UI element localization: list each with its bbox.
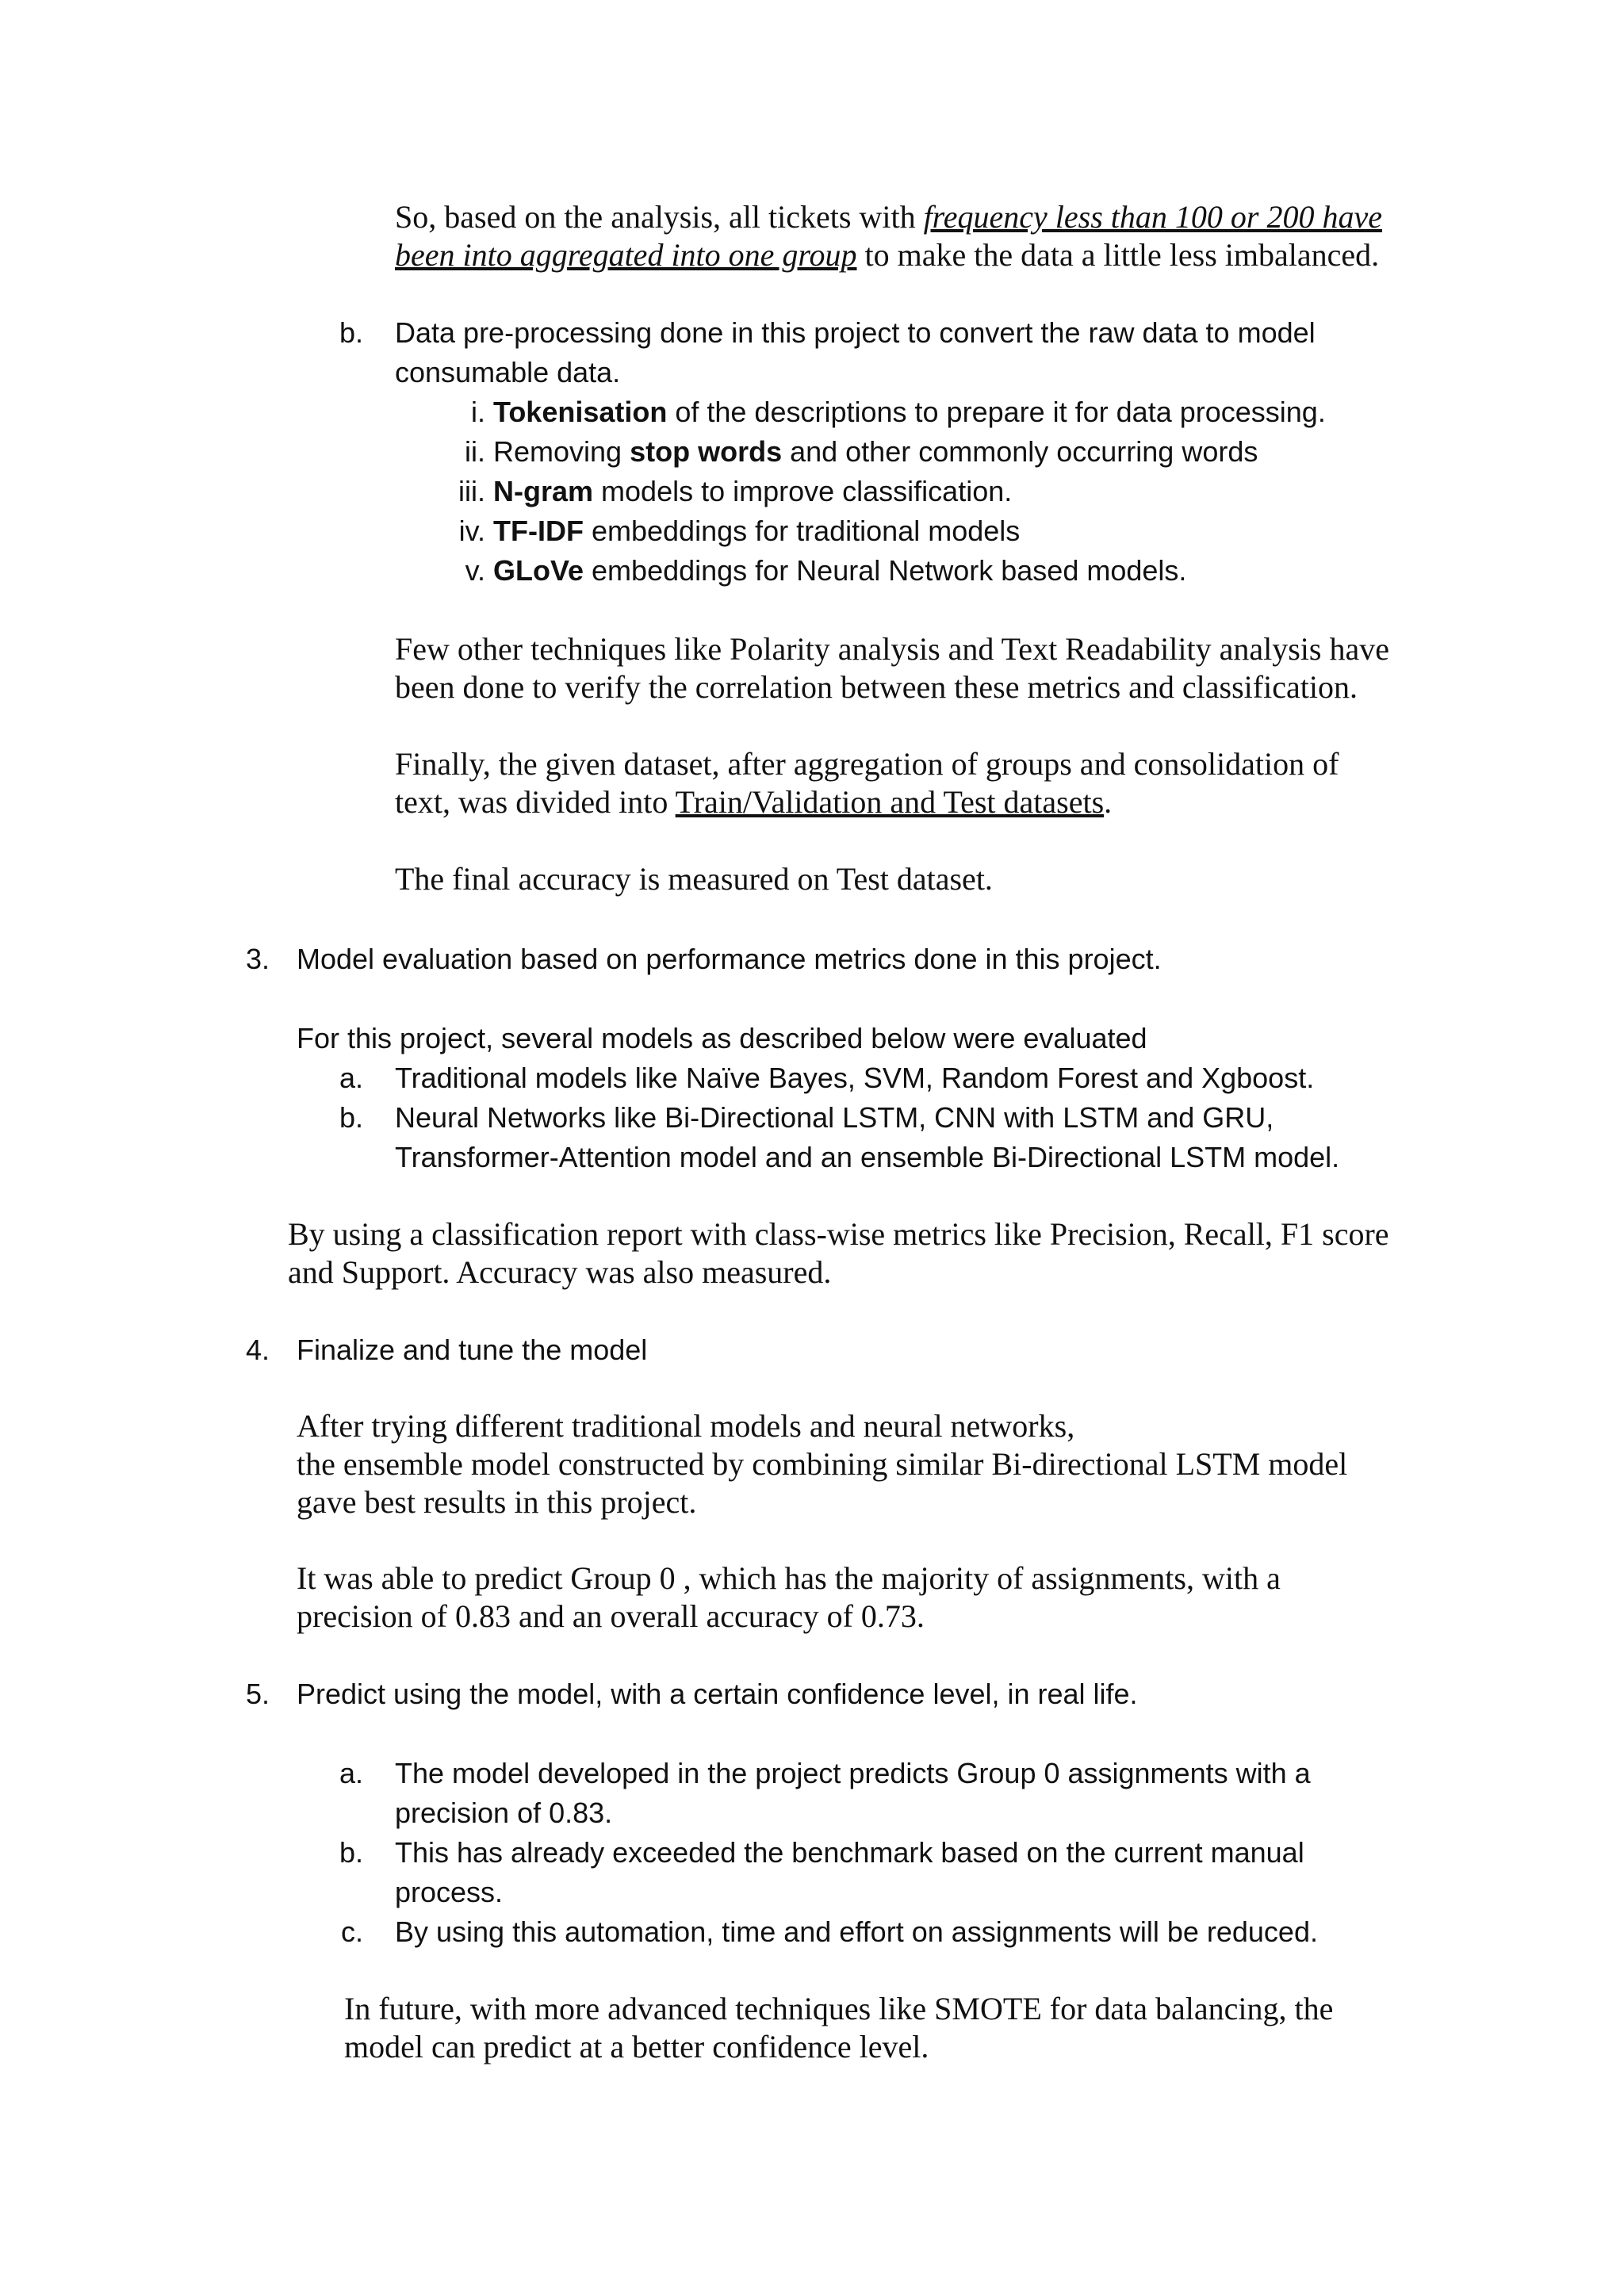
item-b-line-1: Data pre-processing done in this project to convert the raw data to model: [395, 316, 1316, 349]
prediction-item-line-1: The model developed in the project predicts Group 0 assignments with a: [395, 1757, 1311, 1789]
sub-item-ngram: N-gram models to improve classification.: [493, 475, 1013, 507]
traditional-models-item: Traditional models like Naïve Bayes, SVM, Random Forest and Xgboost.: [395, 1062, 1315, 1094]
benchmark-item-line-2: process.: [395, 1876, 504, 1908]
section-3-heading: Model evaluation based on performance metrics done in this project.: [297, 943, 1162, 975]
future-line-1: In future, with more advanced techniques like SMOTE for data balancing, the: [344, 1991, 1334, 2026]
frequency-emphasis: frequency less than 100 or 200 have: [923, 199, 1382, 235]
prediction-item-line-2: precision of 0.83.: [395, 1797, 613, 1829]
section-4-p1-line-2: the ensemble model constructed by combining similar Bi-directional LSTM model: [297, 1446, 1348, 1482]
benchmark-item-line-1: This has already exceeded the benchmark based on the current manual: [395, 1836, 1304, 1869]
list-marker: b.: [339, 316, 363, 349]
sub-item-stop-words: Removing stop words and other commonly occurring words: [493, 435, 1258, 468]
aggregation-emphasis: been into aggregated into one group: [395, 237, 857, 273]
sub-item-glove: GLoVe embeddings for Neural Network based models.: [493, 554, 1187, 587]
list-marker: b.: [339, 1836, 363, 1869]
automation-item: By using this automation, time and effort on assignments will be reduced.: [395, 1915, 1318, 1948]
roman-marker: i.: [471, 396, 485, 428]
future-line-2: model can predict at a better confidence level.: [344, 2029, 929, 2064]
train-test-datasets: Train/Validation and Test datasets: [675, 784, 1105, 820]
dataset-line-2: text, was divided into Train/Validation and Test datasets.: [395, 784, 1113, 820]
intro-line-1: So, based on the analysis, all tickets with frequency less than 100 or 200 have: [395, 199, 1382, 235]
dataset-line-1: Finally, the given dataset, after aggregation of groups and consolidation of: [395, 746, 1339, 782]
final-accuracy-text: The final accuracy is measured on Test dataset.: [395, 861, 993, 897]
neural-networks-item-line-1: Neural Networks like Bi-Directional LSTM, CNN with LSTM and GRU,: [395, 1101, 1274, 1134]
classification-report-line-2: and Support. Accuracy was also measured.: [288, 1254, 832, 1290]
techniques-line-2: been done to verify the correlation between these metrics and classification.: [395, 669, 1358, 705]
section-4-p2-line-2: precision of 0.83 and an overall accuracy of 0.73.: [297, 1598, 925, 1634]
section-4-heading: Finalize and tune the model: [297, 1334, 648, 1366]
neural-networks-item-line-2: Transformer-Attention model and an ensemble Bi-Directional LSTM model.: [395, 1141, 1340, 1173]
section-4-p1-line-1: After trying different traditional models and neural networks,: [297, 1408, 1075, 1444]
section-3-intro: For this project, several models as described below were evaluated: [297, 1022, 1147, 1054]
roman-marker: iv.: [458, 515, 485, 547]
section-5-heading: Predict using the model, with a certain confidence level, in real life.: [297, 1678, 1138, 1710]
section-number: 4.: [245, 1334, 270, 1366]
roman-marker: iii.: [458, 475, 485, 507]
list-marker: a.: [339, 1757, 363, 1789]
sub-item-tfidf: TF-IDF embeddings for traditional models: [493, 515, 1021, 547]
classification-report-line-1: By using a classification report with class-wise metrics like Precision, Recall, F1 score: [288, 1216, 1389, 1252]
techniques-line-1: Few other techniques like Polarity analysis and Text Readability analysis have: [395, 631, 1389, 667]
intro-line-2: been into aggregated into one group to make the data a little less imbalanced.: [395, 237, 1380, 273]
roman-marker: v.: [465, 554, 485, 587]
list-marker: a.: [339, 1062, 363, 1094]
section-number: 5.: [245, 1678, 270, 1710]
section-4-p2-line-1: It was able to predict Group 0 , which has the majority of assignments, with a: [297, 1560, 1281, 1596]
list-marker: b.: [339, 1101, 363, 1134]
list-marker: c.: [340, 1915, 363, 1948]
section-number: 3.: [245, 943, 270, 975]
roman-marker: ii.: [465, 435, 485, 468]
item-b-line-2: consumable data.: [395, 356, 621, 388]
section-4-p1-line-3: gave best results in this project.: [297, 1484, 697, 1520]
sub-item-tokenisation: Tokenisation of the descriptions to prepare it for data processing.: [493, 396, 1326, 428]
